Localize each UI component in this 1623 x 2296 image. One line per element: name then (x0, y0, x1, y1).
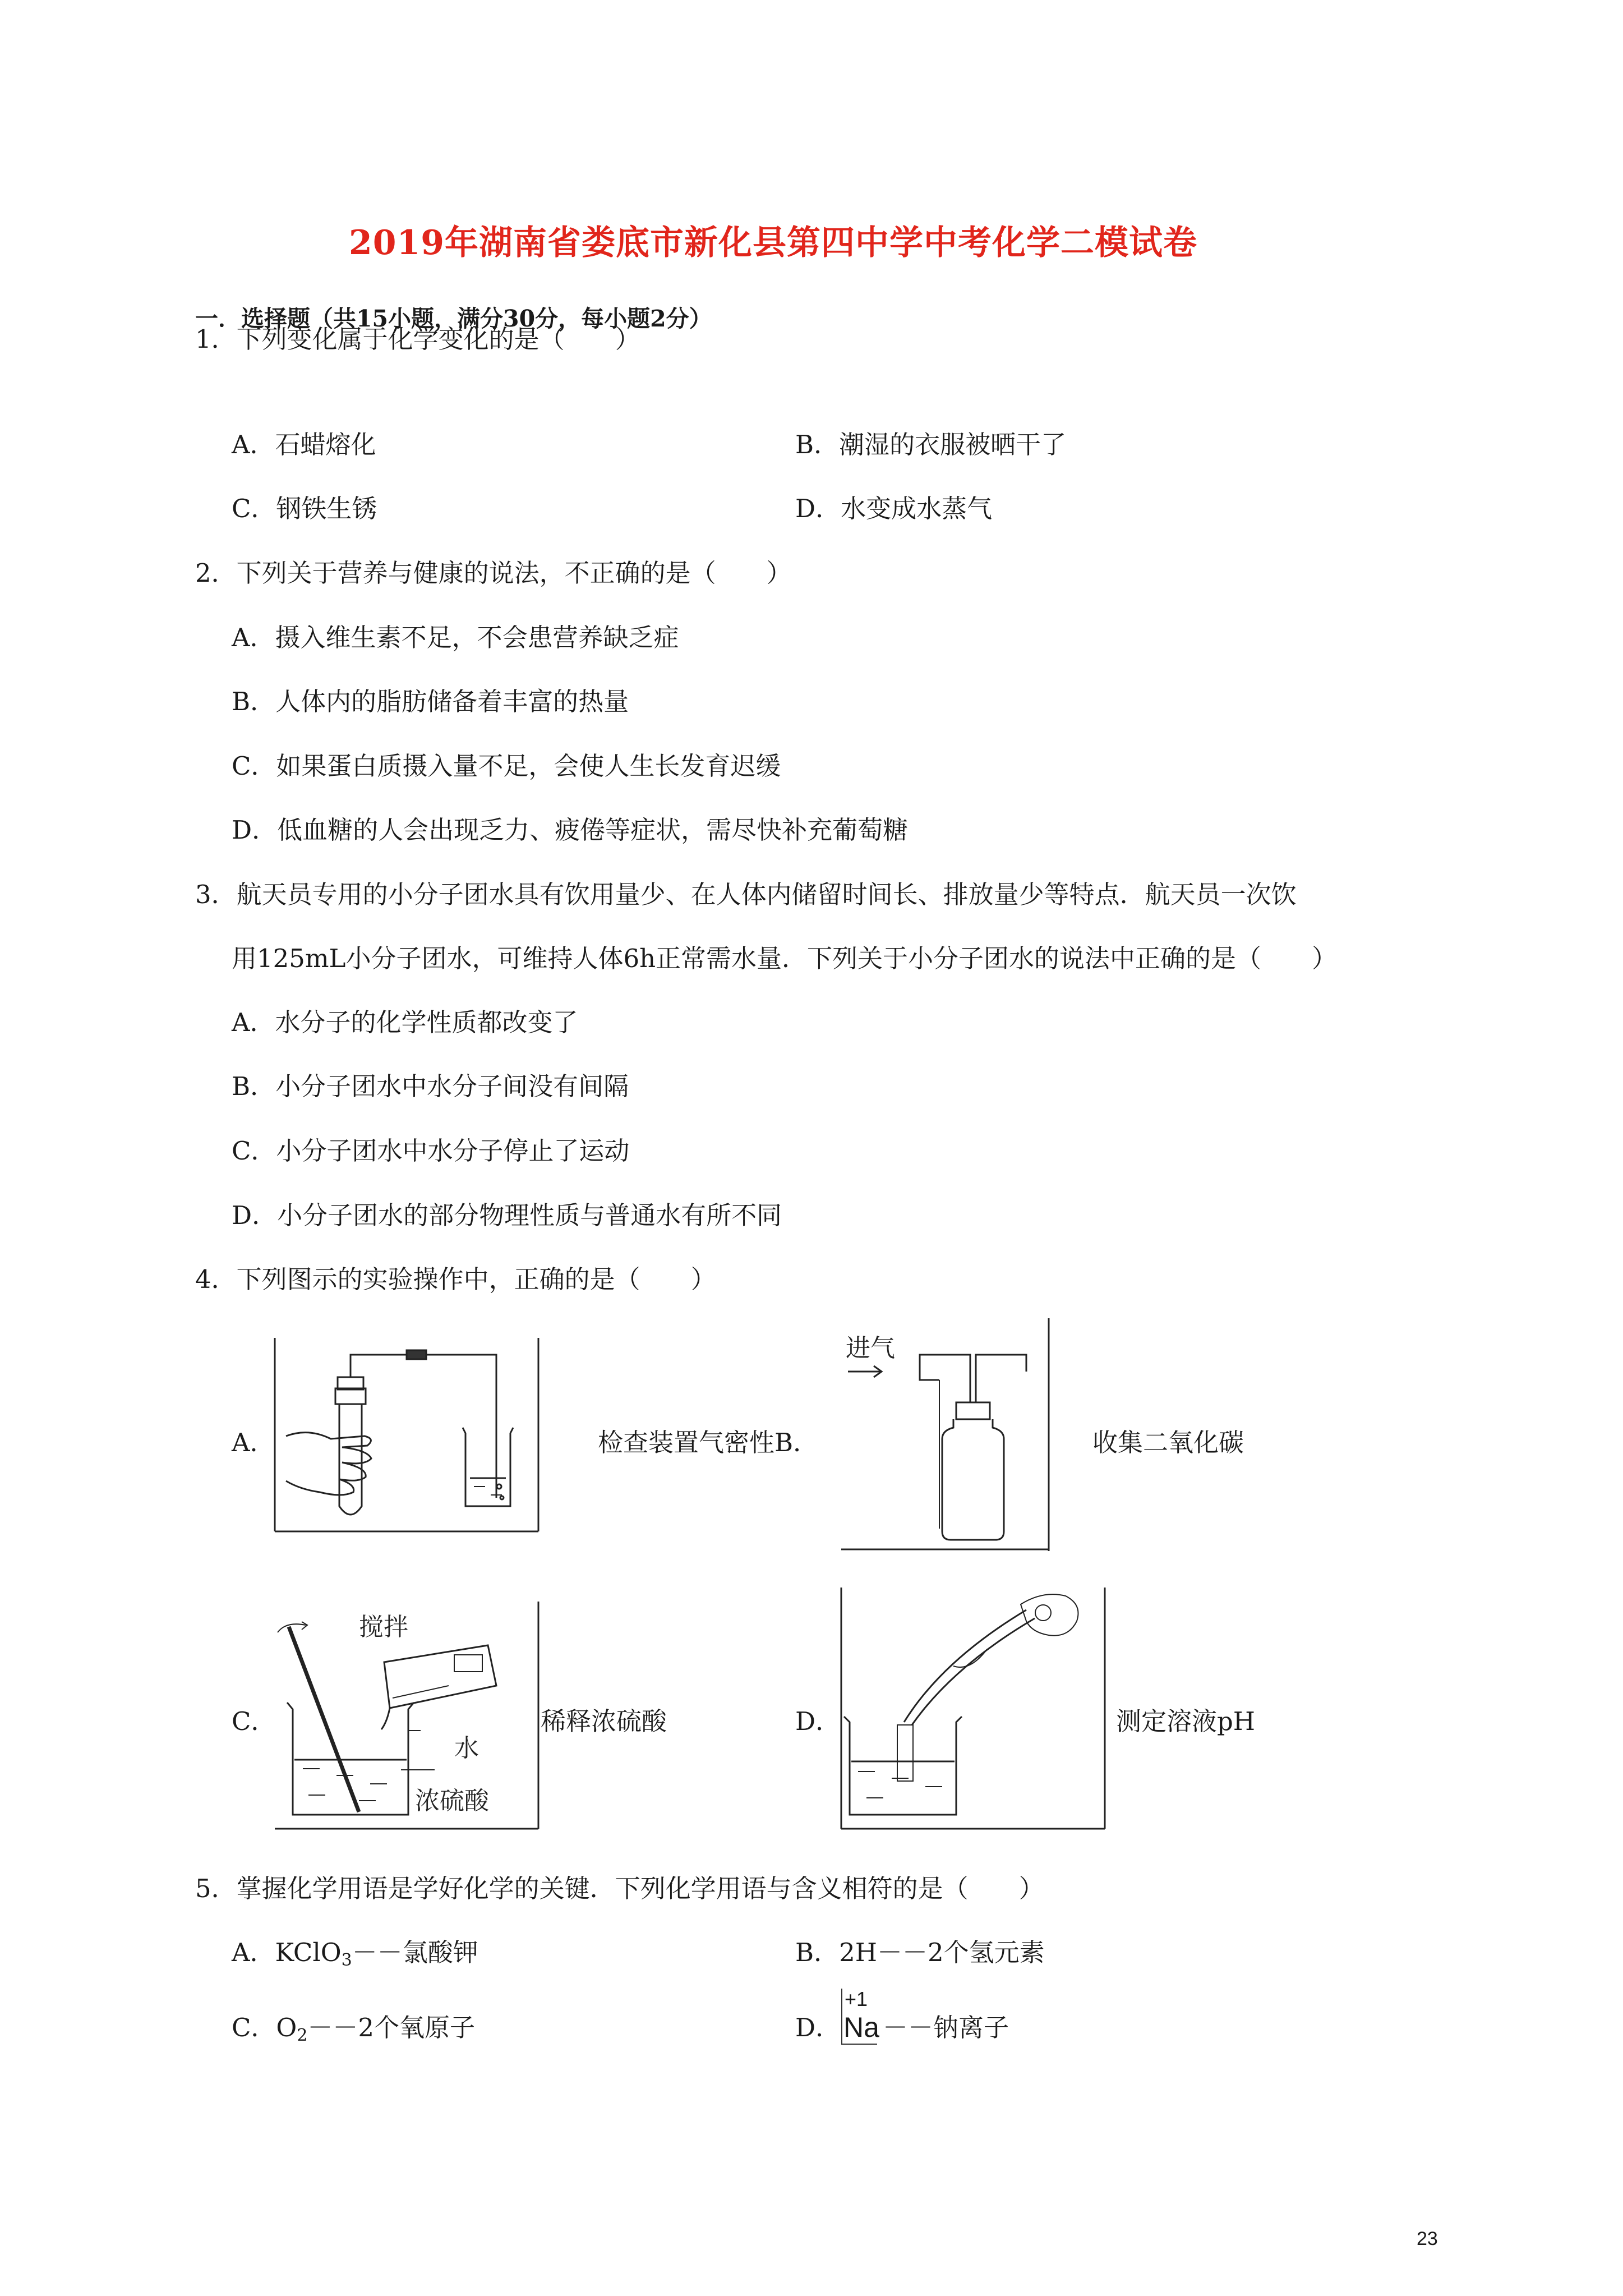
question-3-option-d: D．小分子团水的部分物理性质与普通水有所不同 (232, 1200, 782, 1230)
page-number: 23 (1417, 2228, 1438, 2249)
question-4-option-c-caption: 稀释浓硫酸 (541, 1706, 667, 1736)
question-5-option-b: B．2H－－2个氢元素 (795, 1938, 1045, 1967)
question-3-option-a: A．水分子的化学性质都改变了 (232, 1007, 578, 1037)
question-4-option-c-letter: C． (232, 1706, 276, 1736)
question-4-option-b-caption: 收集二氧化碳 (1092, 1428, 1244, 1457)
question-2-option-d: D．低血糖的人会出现乏力、疲倦等症状，需尽快补充葡萄糖 (232, 815, 909, 845)
question-4-option-a-caption: 检查装置气密性B． (598, 1428, 819, 1457)
question-1-option-c: C．钢铁生锈 (232, 494, 377, 523)
q5-a-formula: A．KClO (232, 1938, 342, 1967)
question-1-option-b: B．潮湿的衣服被晒干了 (795, 430, 1067, 459)
question-3-stem-line1: 3．航天员专用的小分子团水具有饮用量少、在人体内储留时间长、排放量少等特点．航天员一次饮 (195, 880, 1297, 909)
question-4-stem: 4．下列图示的实验操作中，正确的是（ ） (195, 1264, 716, 1294)
question-5-option-d-meaning: －－钠离子 (883, 2013, 1009, 2042)
question-1-option-d: D．水变成水蒸气 (795, 494, 993, 523)
question-3-option-b: B．小分子团水中水分子间没有间隔 (232, 1071, 629, 1101)
figure-collect-co2 (841, 1318, 1052, 1551)
q5-a-meaning: －－氯酸钾 (352, 1938, 478, 1967)
figure-b-inlet-label: 进气 (846, 1334, 895, 1363)
question-2-stem: 2．下列关于营养与健康的说法，不正确的是（ ） (195, 558, 792, 588)
figure-c-water-label: 水 (454, 1734, 479, 1763)
question-1-option-a: A．石蜡熔化 (232, 430, 376, 459)
question-4-option-d-caption: 测定溶液pH (1116, 1706, 1256, 1736)
figure-airtightness-check (275, 1338, 538, 1531)
figure-c-stir-label: 搅拌 (359, 1613, 408, 1641)
question-3-stem-line2: 用125mL小分子团水，可维持人体6h正常需水量．下列关于小分子团水的说法中正确的是（ ） (232, 944, 1338, 973)
page-title: 2019年湖南省娄底市新化县第四中学中考化学二模试卷 (349, 223, 1197, 263)
question-5-option-d-letter: D． (795, 2013, 841, 2042)
question-4-option-a-letter: A． (232, 1428, 275, 1457)
question-2-option-b: B．人体内的脂肪储备着丰富的热量 (232, 687, 629, 716)
question-5-option-a (232, 1932, 478, 1970)
figure-measure-ph (841, 1588, 1105, 1829)
q5-c-meaning: －－2个氧原子 (307, 2013, 476, 2042)
question-5-option-d-symbol-box (841, 1989, 877, 2045)
question-5-stem: 5．掌握化学用语是学好化学的关键．下列化学用语与含义相符的是（ ） (195, 1874, 1044, 1903)
section-heading: 一．选择题（共15小题，满分30分，每小题2分） (195, 305, 712, 332)
q5-d-charge: +1 (845, 1987, 868, 2010)
q5-c-subscript: 2 (297, 2026, 308, 2045)
question-3-option-c: C．小分子团水中水分子停止了运动 (232, 1136, 630, 1166)
question-2-option-a: A．摄入维生素不足，不会患营养缺乏症 (232, 623, 679, 652)
question-2-option-c: C．如果蛋白质摄入量不足，会使人生长发育迟缓 (232, 751, 781, 781)
question-1-stem: 1．下列变化属于化学变化的是（ ） (195, 324, 640, 354)
q5-a-subscript: 3 (341, 1950, 352, 1970)
question-4-option-d-letter: D． (795, 1706, 841, 1736)
q5-c-formula: C．O (232, 2013, 297, 2042)
question-5-option-c (232, 2007, 475, 2045)
figure-c-acid-label: 浓硫酸 (415, 1787, 489, 1815)
figure-dilute-sulfuric-acid (275, 1602, 538, 1829)
q5-d-element: Na (843, 2012, 879, 2043)
